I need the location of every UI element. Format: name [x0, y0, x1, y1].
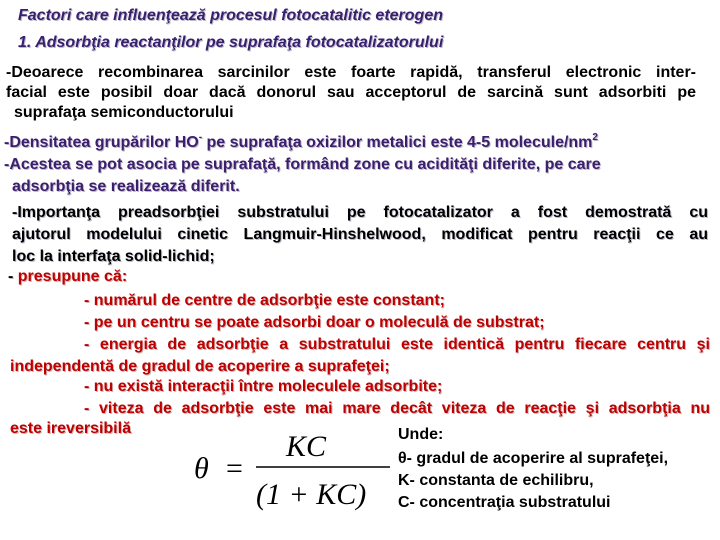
assumption-item: - nu există interacţii între moleculele adsorbite; [84, 378, 443, 395]
assumption-item: independentă de gradul de acoperire a suprafeţei; [10, 358, 390, 375]
section-heading: 1. Adsorbţia reactanţilor pe suprafaţa fotocatalizatorului [18, 34, 444, 51]
assumption-item: - numărul de centre de adsorbţie este constant; [84, 292, 445, 309]
legend-heading: Unde: [398, 426, 444, 443]
paragraph-line: facial este posibil doar dacă donorul sau acceptorul de sarcină sunt adsorbiti pe [6, 84, 696, 101]
assumption-item: este ireversibilă [10, 420, 131, 437]
superscript-two: 2 [592, 132, 598, 143]
importance-line: -Importanţa preadsorbţiei substratului pe fotocatalizator a fost demostrată cu [12, 204, 708, 221]
assumption-item: - energia de adsorbţie a substratului este identică pentru fiecare centru şi [84, 336, 710, 353]
acidity-line: -Acestea se pot asocia pe suprafaţă, formând zone cu acidităţi diferite, pe care [4, 156, 601, 173]
formula-graphic [190, 420, 400, 520]
assumption-prefix: - [8, 268, 18, 285]
importance-line: loc la interfaţa solid-lichid; [12, 248, 215, 265]
paragraph-line: suprafaţa semiconductorului [14, 104, 234, 121]
density-text: -Densitatea grupărilor HO [4, 134, 199, 151]
langmuir-formula [190, 420, 400, 520]
assumption-label: presupune că: [17, 268, 128, 285]
formula-theta: θ [194, 452, 209, 485]
formula-denominator: (1 + KC) [256, 478, 367, 511]
legend-item: C- concentraţia substratului [398, 494, 611, 511]
assumption-item: - pe un centru se poate adsorbi doar o moleculă de substrat; [84, 314, 545, 331]
page-title: Factori care influenţează procesul fotocatalitic eterogen [18, 7, 443, 24]
legend-item: θ- gradul de acoperire al suprafeţei, [398, 450, 669, 467]
paragraph-line: -Deoarece recombinarea sarcinilor este foarte rapidă, transferul electronic inter- [6, 64, 696, 81]
formula-equals: = [226, 452, 243, 485]
acidity-line-cont: adsorbţia se realizează diferit. [12, 178, 240, 195]
superscript-minus: - [198, 132, 203, 143]
importance-line: ajutorul modelului cinetic Langmuir-Hinshelwood, modificat pentru reacţii ce au [12, 226, 708, 243]
assumption-item: - viteza de adsorbţie este mai mare decât viteza de reacţie şi adsorbţia nu [84, 400, 710, 417]
density-text-cont: pe suprafaţa oxizilor metalici este 4-5 molecule/nm [202, 134, 593, 151]
assumption-intro [8, 267, 127, 287]
density-line [4, 133, 598, 153]
legend-item: K- constanta de echilibru, [398, 472, 594, 489]
formula-numerator: KC [286, 430, 327, 463]
